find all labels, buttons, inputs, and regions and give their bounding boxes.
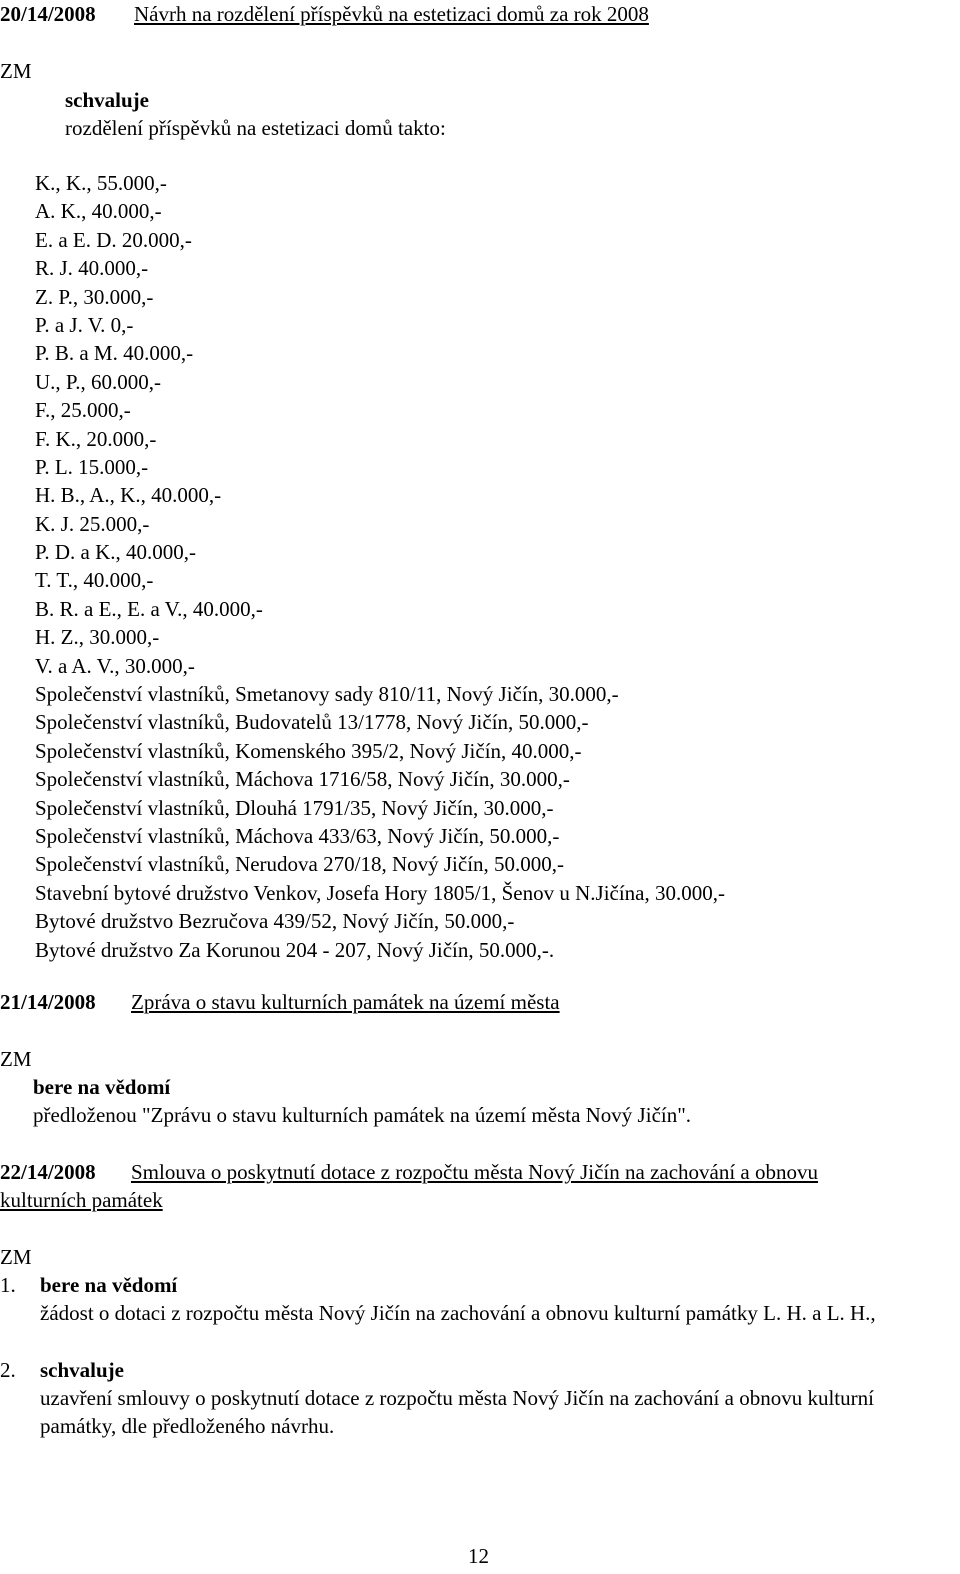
list-item: Společenství vlastníků, Budovatelů 13/1778, Nový Jičín, 50.000,-	[35, 710, 589, 735]
list-item: F. K., 20.000,-	[35, 426, 157, 451]
resolution-2-verb: bere na vědomí	[33, 1075, 171, 1099]
list-item: A. K., 40.000,-	[35, 199, 162, 224]
point-1-text: žádost o dotaci z rozpočtu města Nový Jičín na zachování a obnovu kulturní památky L. H. a L. H.,	[40, 1301, 876, 1325]
list-item: P. L. 15.000,-	[35, 454, 149, 479]
list-item: H. Z., 30.000,-	[35, 625, 160, 650]
list-item: E. a E. D. 20.000,-	[35, 227, 192, 252]
page-number: 12	[468, 1544, 489, 1568]
point-2-verb: schvaluje	[40, 1358, 124, 1382]
resolution-2-title: Zpráva o stavu kulturních památek na území města	[131, 990, 560, 1014]
resolution-3-title-line2: kulturních památek	[0, 1188, 163, 1212]
list-item: B. R. a E., E. a V., 40.000,-	[35, 596, 263, 621]
list-item: T. T., 40.000,-	[35, 568, 154, 593]
list-item: V. a A. V., 30.000,-	[35, 653, 195, 678]
list-item: P. B. a M. 40.000,-	[35, 341, 194, 366]
list-item: P. a J. V. 0,-	[35, 312, 134, 337]
allocation-list	[35, 169, 725, 964]
list-item: Společenství vlastníků, Máchova 1716/58, Nový Jičín, 30.000,-	[35, 767, 570, 792]
list-item: R. J. 40.000,-	[35, 256, 149, 281]
list-item: Společenství vlastníků, Smetanovy sady 810/11, Nový Jičín, 30.000,-	[35, 682, 619, 707]
list-item: Společenství vlastníků, Nerudova 270/18, Nový Jičín, 50.000,-	[35, 852, 565, 877]
point-1-verb: bere na vědomí	[40, 1273, 178, 1297]
list-item: Bytové družstvo Za Korunou 204 - 207, Nový Jičín, 50.000,-.	[35, 937, 555, 962]
point-2-text: uzavření smlouvy o poskytnutí dotace z rozpočtu města Nový Jičín na zachování a obnovu kulturní památky, dle předloženého návrhu.	[40, 1386, 874, 1438]
list-item: H. B., A., K., 40.000,-	[35, 483, 222, 508]
resolution-3-number: 22/14/2008	[0, 1160, 96, 1184]
resolution-3-title-line1: Smlouva o poskytnutí dotace z rozpočtu města Nový Jičín na zachování a obnovu	[131, 1160, 819, 1184]
resolution-3-body: ZM	[0, 1245, 32, 1269]
point-1-number: 1.	[0, 1273, 16, 1297]
list-item: Bytové družstvo Bezručova 439/52, Nový Jičín, 50.000,-	[35, 909, 515, 934]
resolution-1-verb: schvaluje	[65, 88, 149, 112]
resolution-2-body: ZM	[0, 1047, 32, 1071]
resolution-2-number: 21/14/2008	[0, 990, 96, 1014]
resolution-1-body: ZM	[0, 59, 32, 83]
list-item: Společenství vlastníků, Máchova 433/63, Nový Jičín, 50.000,-	[35, 823, 560, 848]
resolution-1-number: 20/14/2008	[0, 2, 96, 26]
list-item: U., P., 60.000,-	[35, 369, 162, 394]
list-item: F., 25.000,-	[35, 398, 131, 423]
resolution-1-intro: rozdělení příspěvků na estetizaci domů takto:	[65, 116, 446, 140]
resolution-1-title: Návrh na rozdělení příspěvků na estetizaci domů za rok 2008	[134, 2, 649, 26]
list-item: K., K., 55.000,-	[35, 171, 167, 195]
list-item: Společenství vlastníků, Dlouhá 1791/35, Nový Jičín, 30.000,-	[35, 795, 554, 820]
list-item: Z. P., 30.000,-	[35, 284, 154, 309]
point-2-number: 2.	[0, 1358, 16, 1382]
list-item: P. D. a K., 40.000,-	[35, 540, 196, 565]
list-item: Stavební bytové družstvo Venkov, Josefa Hory 1805/1, Šenov u N.Jičína, 30.000,-	[35, 880, 725, 905]
resolution-2-text: předloženou "Zprávu o stavu kulturních památek na území města Nový Jičín".	[33, 1103, 692, 1127]
list-item: K. J. 25.000,-	[35, 511, 150, 536]
list-item: Společenství vlastníků, Komenského 395/2, Nový Jičín, 40.000,-	[35, 738, 582, 763]
